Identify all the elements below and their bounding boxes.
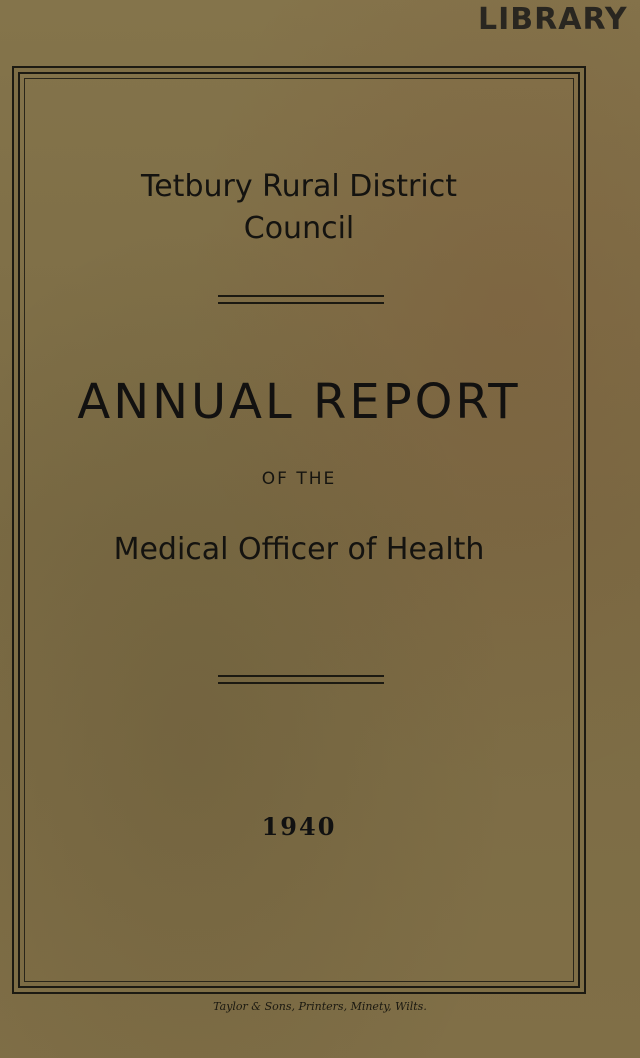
council-title-line-2: Council [243,211,355,246]
printer-imprint: Taylor & Sons, Printers, Minety, Wilts. [213,1000,427,1013]
divider-rule-bottom [218,675,384,684]
divider-rule-top [218,295,384,304]
cover-border-frame [18,72,580,988]
library-stamp: LIBRARY [478,2,628,37]
council-title-line-1: Tetbury Rural District [141,169,457,204]
report-heading: ANNUAL REPORT [77,374,521,430]
report-subheading: OF THE [261,469,337,489]
officer-title: Medical Officer of Health [113,532,485,567]
council-title [20,166,578,250]
report-year: 1940 [261,812,337,841]
